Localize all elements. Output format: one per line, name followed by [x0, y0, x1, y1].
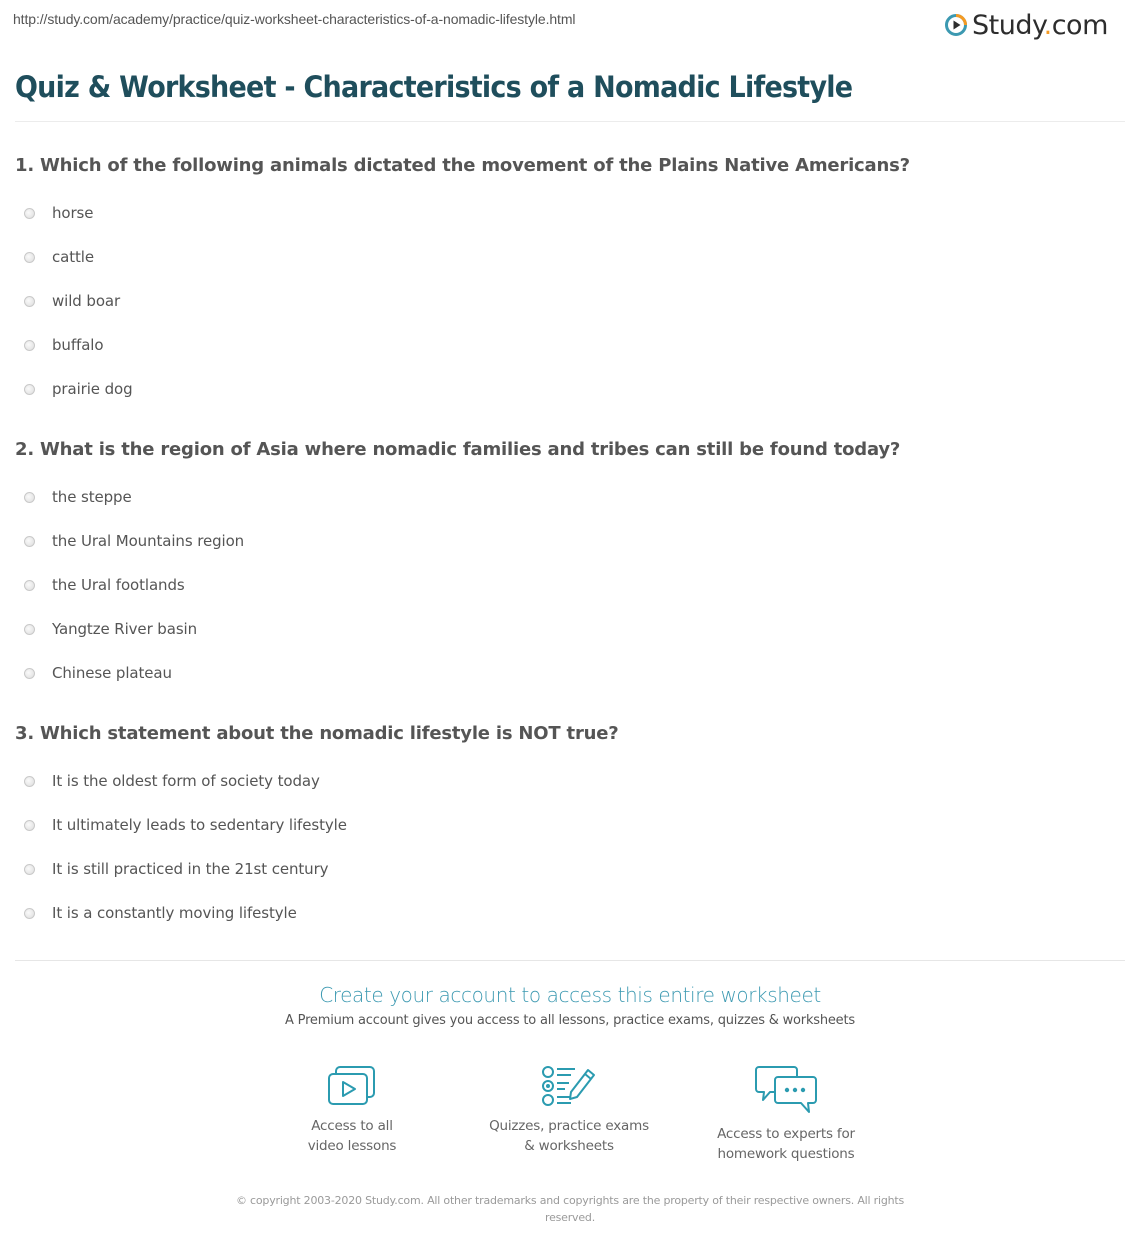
radio-button[interactable]	[24, 208, 35, 219]
top-bar	[0, 0, 1140, 50]
answer-option[interactable]	[15, 607, 1125, 651]
video-lessons-icon	[326, 1064, 378, 1108]
answer-option[interactable]	[15, 519, 1125, 563]
chat-bubbles-icon	[754, 1064, 818, 1116]
radio-button[interactable]	[24, 580, 35, 591]
answer-label: buffalo	[52, 336, 104, 354]
radio-button[interactable]	[24, 252, 35, 263]
radio-button[interactable]	[24, 536, 35, 547]
feature-label: Quizzes, practice exams & worksheets	[489, 1118, 649, 1154]
radio-button[interactable]	[24, 820, 35, 831]
answer-option[interactable]	[15, 651, 1125, 695]
radio-button[interactable]	[24, 296, 35, 307]
answer-label: Yangtze River basin	[52, 620, 198, 638]
answer-label: It is the oldest form of society today	[52, 772, 320, 790]
answer-list	[15, 191, 1125, 411]
answer-label: wild boar	[52, 292, 121, 310]
answer-label: Chinese plateau	[52, 664, 172, 682]
radio-button[interactable]	[24, 908, 35, 919]
copyright-text: © copyright 2003-2020 Study.com. All other trademarks and copyrights are the property of their respective owners. All rights reserved.	[235, 1194, 905, 1224]
answer-list	[15, 759, 1125, 935]
radio-button[interactable]	[24, 776, 35, 787]
feature-video-lessons	[257, 1064, 447, 1156]
radio-button[interactable]	[24, 340, 35, 351]
question-2	[15, 439, 1125, 695]
question-text: 2. What is the region of Asia where nomadic families and tribes can still be found today?	[15, 439, 901, 460]
answer-option[interactable]	[15, 891, 1125, 935]
feature-label: Access to all video lessons	[307, 1118, 397, 1154]
feature-experts	[691, 1064, 881, 1164]
title-divider	[15, 121, 1125, 122]
feature-label: Access to experts for homework questions	[717, 1126, 855, 1162]
radio-button[interactable]	[24, 624, 35, 635]
quiz-checklist-icon	[541, 1064, 597, 1108]
radio-button[interactable]	[24, 384, 35, 395]
feature-quizzes	[474, 1064, 664, 1156]
study-logo[interactable]	[944, 8, 1108, 42]
answer-option[interactable]	[15, 367, 1125, 411]
premium-features	[0, 1064, 1140, 1174]
radio-button[interactable]	[24, 668, 35, 679]
question-1	[15, 155, 1125, 411]
promo-subtitle: A Premium account gives you access to all lessons, practice exams, quizzes & worksheets	[285, 1013, 855, 1028]
radio-button[interactable]	[24, 492, 35, 503]
answer-label: It ultimately leads to sedentary lifestyle	[52, 816, 347, 834]
answer-option[interactable]	[15, 803, 1125, 847]
answer-list	[15, 475, 1125, 695]
logo-text: Study.com	[972, 9, 1108, 41]
answer-option[interactable]	[15, 235, 1125, 279]
answer-label: cattle	[52, 248, 94, 266]
question-3	[15, 723, 1125, 935]
question-text: 1. Which of the following animals dictated the movement of the Plains Native Americans?	[15, 155, 910, 176]
page-title: Quiz & Worksheet - Characteristics of a Nomadic Lifestyle	[15, 70, 853, 104]
play-circle-logo-icon	[944, 13, 968, 37]
answer-label: the Ural footlands	[52, 576, 185, 594]
answer-option[interactable]	[15, 563, 1125, 607]
answer-label: It is still practiced in the 21st century	[52, 860, 329, 878]
answer-label: the steppe	[52, 488, 132, 506]
page-url: http://study.com/academy/practice/quiz-worksheet-characteristics-of-a-nomadic-lifestyle.html	[13, 11, 576, 27]
answer-label: prairie dog	[52, 380, 133, 398]
answer-label: It is a constantly moving lifestyle	[52, 904, 297, 922]
question-text: 3. Which statement about the nomadic lifestyle is NOT true?	[15, 723, 619, 744]
radio-button[interactable]	[24, 864, 35, 875]
answer-option[interactable]	[15, 847, 1125, 891]
answer-label: horse	[52, 204, 94, 222]
answer-option[interactable]	[15, 323, 1125, 367]
answer-option[interactable]	[15, 191, 1125, 235]
answer-option[interactable]	[15, 759, 1125, 803]
answer-option[interactable]	[15, 279, 1125, 323]
answer-label: the Ural Mountains region	[52, 532, 245, 550]
create-account-link[interactable]: Create your account to access this entire worksheet	[319, 983, 821, 1007]
answer-option[interactable]	[15, 475, 1125, 519]
promo-divider	[15, 960, 1125, 961]
